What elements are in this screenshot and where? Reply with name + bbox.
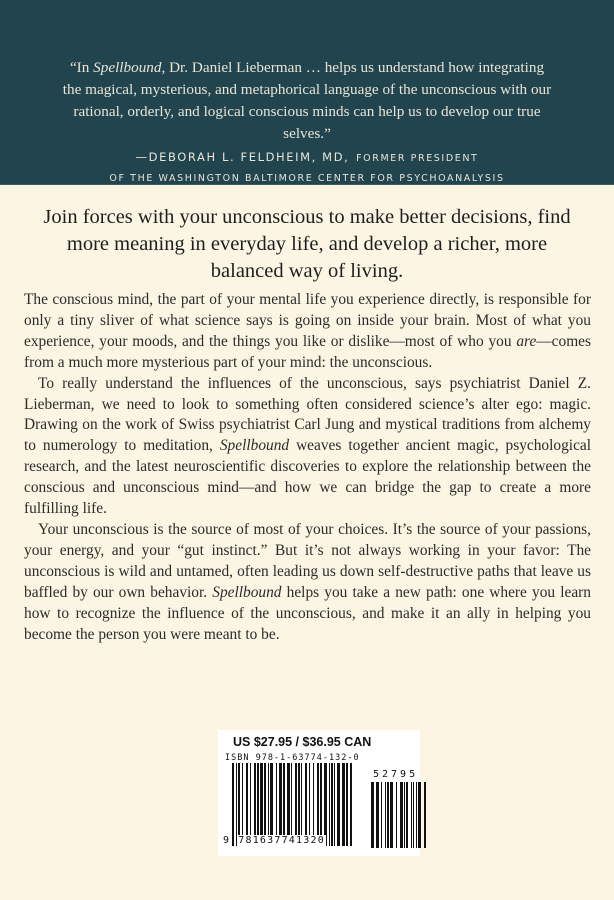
- barcode-bar: [232, 763, 234, 846]
- emphasis: are: [516, 332, 537, 350]
- barcode-bar: [350, 763, 352, 846]
- barcode-bar: [317, 763, 319, 846]
- barcode-box: [218, 730, 420, 856]
- barcode-bar: [381, 782, 382, 848]
- barcode-bar: [334, 763, 335, 846]
- barcode-bar: [324, 763, 327, 846]
- barcode-bar: [404, 782, 405, 848]
- book-title: Spellbound: [212, 583, 282, 601]
- quote-text: “In: [69, 59, 94, 76]
- text: —comes from a much more mysterious part of your mind: the unconscious.: [24, 332, 591, 371]
- quote-text: , Dr. Daniel Lieberman … helps us understand how integrating the magical, mysterious, and metaphorical language of the unconscious with our rational, orderly, and logical conscious minds can help us to develop our true selves.”: [62, 59, 552, 142]
- barcode-bar: [329, 763, 330, 846]
- paragraph: [24, 290, 591, 374]
- text: To really understand the influences of the unconscious, says psychiatrist Daniel Z. Lieberman, we need to look to something often considered science’s alter ego: magic. Drawing on the work of Swiss psychiatrist Carl Jung and mystical traditions from alchemy to numerology to meditation,: [24, 374, 591, 455]
- barcode-bar: [320, 763, 322, 846]
- paragraph: [24, 374, 591, 520]
- barcode-bar: [242, 763, 243, 846]
- isbn: ISBN 978-1-63774-132-0: [225, 753, 360, 763]
- barcode-bar: [331, 763, 333, 846]
- barcode-bar: [387, 782, 389, 848]
- addon-barcode-icon: [371, 782, 427, 848]
- barcode-bar: [376, 782, 379, 848]
- barcode-bar: [371, 782, 374, 848]
- barcode-bar: [346, 763, 348, 846]
- paragraph: [24, 520, 591, 645]
- barcode-bar: [238, 763, 240, 846]
- barcode-bar: [301, 763, 302, 846]
- attribution-name: —DEBORAH L. FELDHEIM, MD,: [135, 150, 350, 164]
- barcode-bar: [390, 782, 393, 848]
- barcode-bar: [411, 782, 412, 848]
- barcode-bar: [246, 763, 248, 846]
- barcode-bar: [418, 782, 421, 848]
- barcode-bar: [400, 782, 403, 848]
- barcode-bar: [313, 763, 314, 846]
- headline: Join forces with your unconscious to make better decisions, find more meaning in everyday life, and develop a richer, more balanced way of living.: [43, 206, 571, 282]
- barcode-bar: [257, 763, 259, 846]
- blurb-attribution: [0, 146, 614, 189]
- barcode-bar: [298, 763, 300, 846]
- barcode-digits: [222, 835, 326, 846]
- barcode-bar: [342, 763, 345, 846]
- barcode-bar: [250, 763, 251, 846]
- barcode-bar: [264, 763, 266, 846]
- barcode-bar: [236, 763, 237, 846]
- text: helps you take a new path: one where you learn how to recognize the influence of the unconscious, and make it an ally in helping you become the person you were meant to be.: [24, 583, 592, 643]
- text: The conscious mind, the part of your mental life you experience directly, is responsible for only a tiny sliver of what science says is going on inside your brain. Most of what you experience, your moods, and the things you like or dislike—most of who you: [24, 291, 591, 350]
- barcode-bar: [270, 763, 273, 846]
- barcode-bar: [287, 763, 290, 846]
- book-title: Spellbound: [219, 437, 290, 455]
- barcode-bar: [291, 763, 292, 846]
- text: Your unconscious is the source of most of your choices. It’s the source of your passions, your energy, and your “gut instinct.” But it’s not always working in your favor: The unconscious is wild and untamed, often leading us down self-destructive paths that leave us baffled by our own behavior.: [24, 520, 591, 601]
- barcode-bar: [279, 763, 282, 846]
- barcode-bar: [305, 763, 307, 846]
- quote-book-title: Spellbound: [93, 59, 162, 76]
- barcode-bar: [309, 763, 310, 846]
- price: US $27.95 / $36.95 CAN: [233, 735, 372, 749]
- blurb-quote: [60, 57, 554, 145]
- barcode-bar: [416, 782, 417, 848]
- barcode-bar: [406, 782, 408, 848]
- attribution-title: FORMER PRESIDENT: [356, 153, 479, 164]
- barcode-bar: [424, 782, 426, 848]
- barcode-bar: [396, 782, 397, 848]
- ean-digits: 781637741320: [238, 835, 325, 846]
- barcode-bar: [260, 763, 263, 846]
- barcode-icon: [232, 763, 357, 846]
- description: [24, 290, 591, 645]
- barcode-bar: [283, 763, 285, 846]
- barcode-bar: [413, 782, 414, 848]
- lead-digit: 9: [223, 835, 231, 846]
- blurb-band: [0, 0, 614, 185]
- barcode-bar: [268, 763, 269, 846]
- text: weaves together ancient magic, psychological research, and the latest neuroscientific discoveries to explore the relationship between the conscious and unconscious mind—and how we can bridge the gap to create a more fulfilling life.: [24, 437, 592, 518]
- barcode-bar: [254, 763, 256, 846]
- barcode-bar: [276, 763, 277, 846]
- barcode-bar: [385, 782, 386, 848]
- attribution-organization: OF THE WASHINGTON BALTIMORE CENTER FOR PSYCHOANALYSIS: [109, 173, 505, 184]
- barcode-bar: [337, 763, 340, 846]
- barcode-bar: [295, 763, 297, 846]
- addon-number: 52795: [373, 769, 419, 780]
